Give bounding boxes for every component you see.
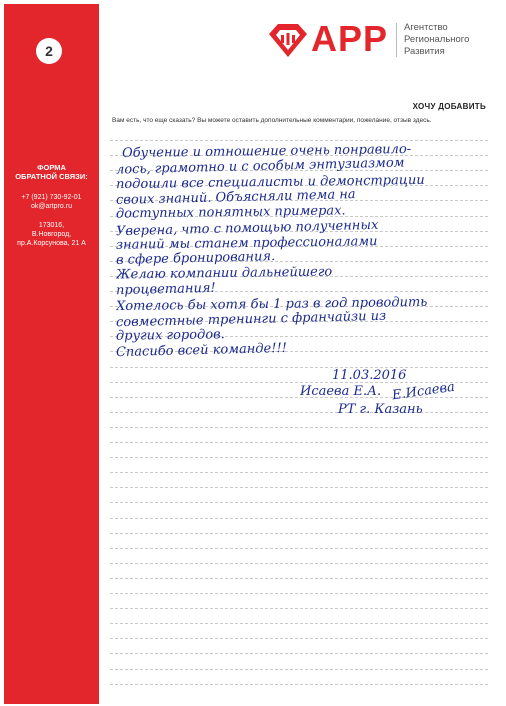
ruled-line — [110, 533, 488, 534]
sidebar-address — [4, 221, 99, 248]
ruled-line — [110, 487, 488, 488]
logo-subtitle-line3: Развития — [404, 46, 445, 57]
logo-subtitle — [404, 22, 469, 58]
handwritten-line: Желаю компании дальнейшего — [115, 264, 333, 283]
sidebar-title-line2: ОБРАТНОЙ СВЯЗИ: — [15, 172, 88, 181]
page-number-badge: 2 — [36, 38, 62, 64]
sidebar-street: пр.А.Корсунова, 21 А — [17, 240, 86, 247]
logo-divider — [396, 23, 397, 57]
ruled-line — [110, 653, 488, 654]
form-heading: ХОЧУ ДОБАВИТЬ — [412, 102, 486, 111]
handwritten-line: знаний мы станем профессионалами — [115, 233, 378, 253]
handwritten-line: Уверена, что с помощью полученных — [115, 217, 379, 239]
handwritten-line: своих знаний. Объясняли тема на — [115, 186, 356, 208]
sidebar-title — [4, 163, 99, 181]
handwritten-line: Обучение и отношение очень понравило- — [121, 141, 412, 162]
handwritten-line: других городов. — [115, 326, 225, 344]
ruled-line — [110, 563, 488, 564]
handwritten-line: процветания! — [115, 280, 216, 298]
ruled-line — [110, 638, 488, 639]
sidebar — [4, 4, 99, 704]
logo-subtitle-line1: Агентство — [404, 22, 448, 33]
handwritten-signature: Е.Исаева — [391, 379, 456, 404]
ruled-line — [110, 578, 488, 579]
handwritten-line: совместные тренинги с франчайзи из — [115, 308, 387, 331]
handwritten-line: подошли все специалисты и демонстрации — [115, 172, 425, 192]
handwritten-line: Спасибо всей команде!!! — [115, 340, 288, 360]
ruled-line — [110, 608, 488, 609]
ruled-line — [110, 593, 488, 594]
ruled-line — [110, 684, 488, 685]
handwritten-signer: Исаева Е.А. — [300, 384, 382, 399]
ruled-line — [110, 548, 488, 549]
ruled-line — [110, 518, 488, 519]
sidebar-title-line1: ФОРМА — [37, 163, 66, 172]
sidebar-postcode: 173016, — [38, 222, 65, 229]
handwritten-line: лось, грамотно и с особым энтузиазмом — [115, 155, 405, 178]
diamond-logo-icon — [268, 22, 308, 58]
ruled-line — [110, 669, 488, 670]
sidebar-contacts — [4, 193, 99, 211]
ruled-line — [110, 442, 488, 443]
form-prompt: Вам есть, что еще сказать? Вы можете оставить дополнительные комментарии, пожелание, отзыв здесь. — [112, 117, 432, 124]
ruled-line — [110, 412, 488, 413]
handwritten-line: Хотелось бы хотя бы 1 раз в год проводить — [115, 294, 428, 315]
logo-subtitle-line2: Регионального — [404, 34, 470, 45]
ruled-line — [110, 140, 488, 141]
handwritten-line: в сфере бронирования. — [115, 249, 276, 269]
ruled-line — [110, 367, 488, 368]
ruled-line — [110, 427, 488, 428]
sidebar-phone: +7 (921) 730-92-01 — [21, 194, 82, 201]
handwritten-location: РТ г. Казань — [338, 402, 423, 417]
ruled-line — [110, 457, 488, 458]
sidebar-email: ok@artpro.ru — [31, 203, 72, 210]
handwritten-line: доступных понятных примерах. — [115, 203, 346, 222]
handwritten-date: 11.03.2016 — [332, 368, 407, 383]
ruled-line — [110, 472, 488, 473]
ruled-line — [110, 623, 488, 624]
logo-name: APP — [311, 18, 389, 59]
ruled-line — [110, 502, 488, 503]
sidebar-city: В.Новгород, — [31, 231, 72, 238]
